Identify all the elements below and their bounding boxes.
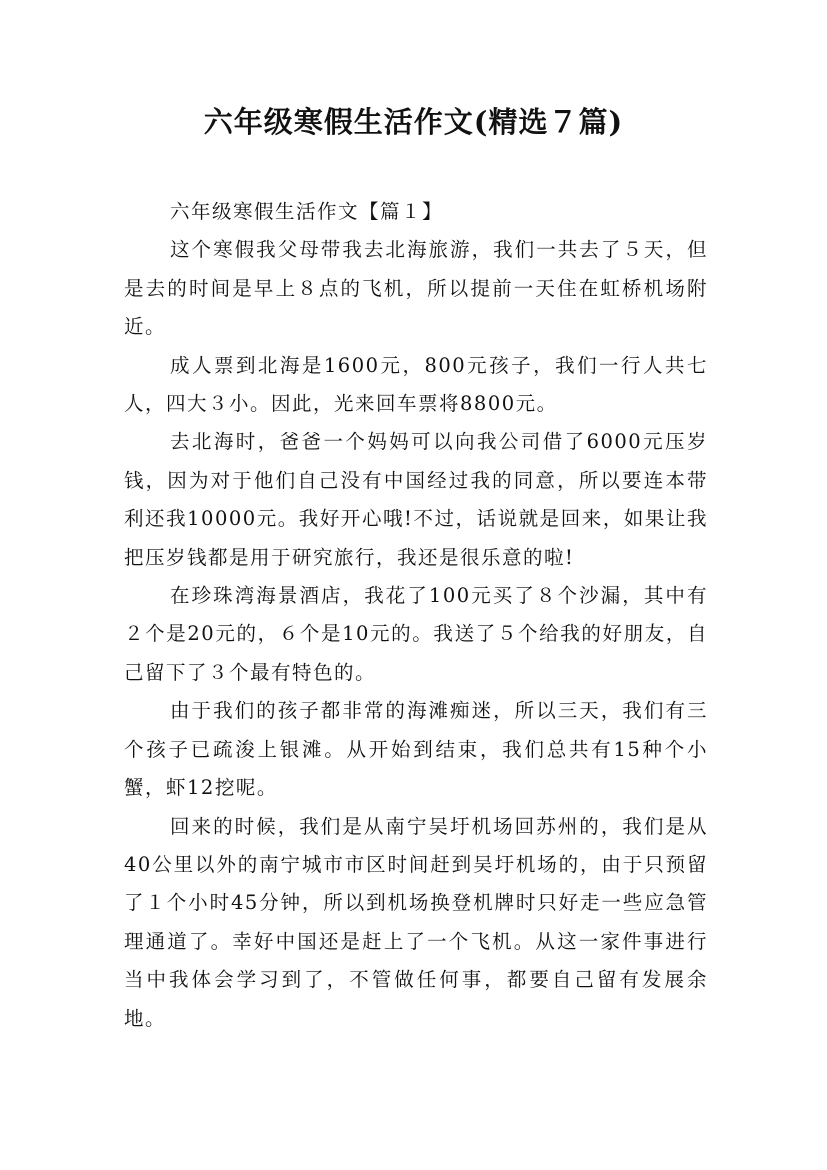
document-body — [124, 193, 708, 1038]
paragraph-5: 由于我们的孩子都非常的海滩痴迷，所以三天，我们有三个孩子已疏浚上银滩。从开始到结束，我们总共有15种个小蟹，虾12挖呢。 — [124, 699, 708, 800]
paragraph-6: 回来的时候，我们是从南宁吴圩机场回苏州的，我们是从40公里以外的南宁城市市区时间赶到吴圩机场的，由于只预留了１个小时45分钟，所以到机场换登机牌时只好走一些应急管理通道了。幸好中国还是赶上了一个飞机。从这一家件事进行当中我体会学习到了，不管做任何事，都要自己留有发展余地。 — [124, 814, 708, 1030]
paragraph-4: 在珍珠湾海景酒店，我花了100元买了８个沙漏，其中有２个是20元的，６个是10元的。我送了５个给我的好朋友，自己留下了３个最有特色的。 — [124, 584, 708, 684]
section-heading: 六年级寒假生活作文【篇１】 — [170, 200, 444, 223]
document-title: 六年级寒假生活作文(精选７篇) — [203, 105, 624, 139]
paragraph-3: 去北海时，爸爸一个妈妈可以向我公司借了6000元压岁钱，因为对于他们自己没有中国经过我的同意，所以要连本带利还我10000元。我好开心哦!不过，话说就是回来，如果让我把压岁钱都是用于研究旅行，我还是很乐意的啦! — [124, 430, 708, 569]
paragraph-1: 这个寒假我父母带我去北海旅游，我们一共去了５天，但是去的时间是早上８点的飞机，所以提前一天住在虹桥机场附近。 — [124, 238, 708, 339]
paragraph-2: 成人票到北海是1600元，800元孩子，我们一行人共七人，四大３小。因此，光来回车票将8800元。 — [124, 353, 708, 416]
